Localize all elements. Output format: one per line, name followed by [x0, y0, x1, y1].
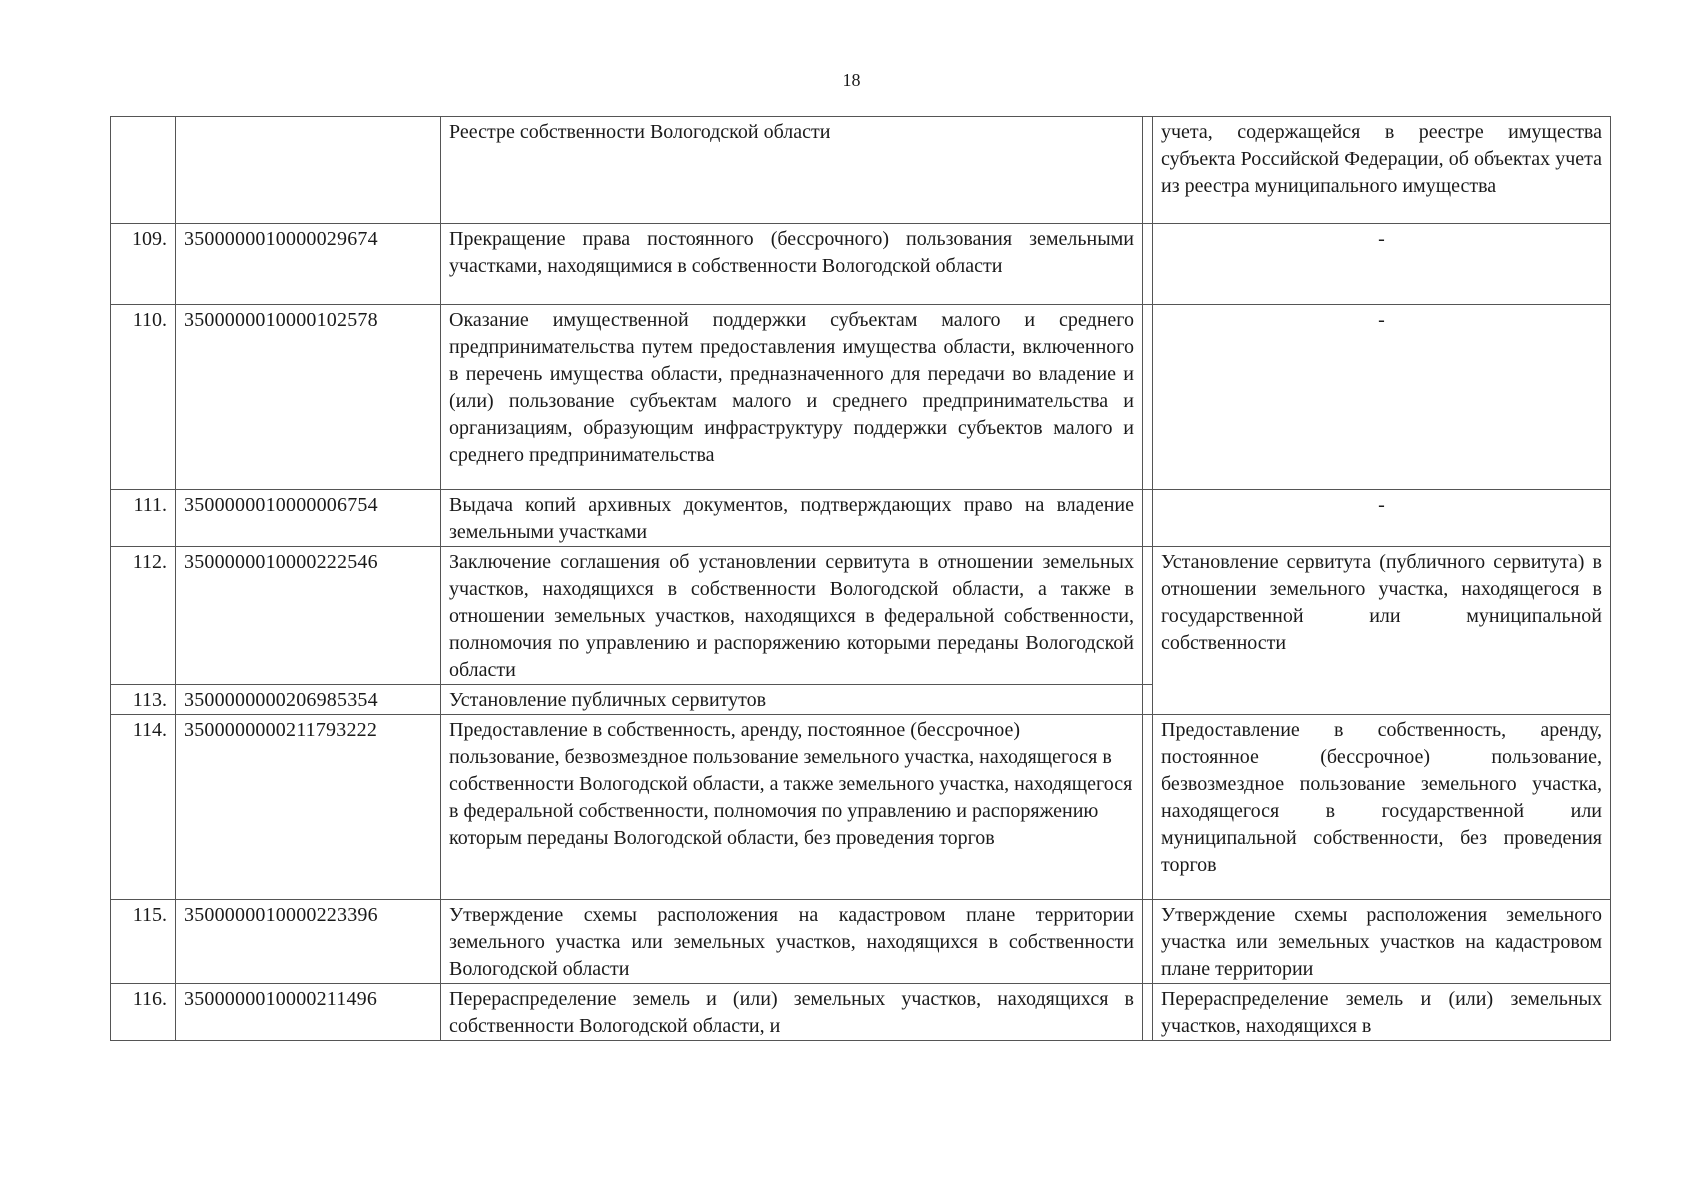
row-number: 115. [111, 900, 176, 984]
service-name: Прекращение права постоянного (бессрочного) пользования земельными участками, находящимися в собственности Вологодской области [441, 224, 1143, 305]
service-name: Установление публичных сервитутов [441, 685, 1143, 715]
service-id: 3500000010000211496 [176, 984, 441, 1041]
service-id: 3500000010000102578 [176, 305, 441, 490]
service-id: 3500000010000222546 [176, 547, 441, 685]
service-note: Перераспределение земель и (или) земельных участков, находящихся в [1153, 984, 1611, 1041]
service-id [176, 117, 441, 224]
column-gap [1143, 900, 1153, 984]
row-number: 116. [111, 984, 176, 1041]
row-number: 111. [111, 490, 176, 547]
service-id: 3500000000206985354 [176, 685, 441, 715]
table-row [111, 984, 1611, 1041]
service-note: учета, содержащейся в реестре имущества субъекта Российской Федерации, об объектах учета из реестра муниципального имущества [1153, 117, 1611, 224]
column-gap [1143, 117, 1153, 224]
page-number: 18 [842, 70, 861, 90]
row-number: 110. [111, 305, 176, 490]
service-name: Утверждение схемы расположения на кадастровом плане территории земельного участка или земельных участков, находящихся в собственности Вологодской области [441, 900, 1143, 984]
service-name: Реестре собственности Вологодской области [441, 117, 1143, 224]
column-gap [1143, 685, 1153, 715]
service-id: 3500000010000223396 [176, 900, 441, 984]
column-gap [1143, 715, 1153, 900]
service-id: 3500000010000029674 [176, 224, 441, 305]
service-note: - [1153, 490, 1611, 547]
service-name: Перераспределение земель и (или) земельных участков, находящихся в собственности Вологодской области, и [441, 984, 1143, 1041]
table-row [111, 117, 1611, 224]
table-row [111, 715, 1611, 900]
row-number [111, 117, 176, 224]
column-gap [1143, 984, 1153, 1041]
service-note: Предоставление в собственность, аренду, постоянное (бессрочное) пользование, безвозмездное пользование земельного участка, находящегося в государственной или муниципальной собственности, без проведения торгов [1153, 715, 1611, 900]
service-id: 3500000000211793222 [176, 715, 441, 900]
services-registry-table [110, 116, 1611, 1041]
column-gap [1143, 224, 1153, 305]
service-note: Утверждение схемы расположения земельного участка или земельных участков на кадастровом плане территории [1153, 900, 1611, 984]
service-name: Оказание имущественной поддержки субъектам малого и среднего предпринимательства путем предоставления имущества области, включенного в перечень имущества области, предназначенного для передачи во владение и (или) пользование субъектам малого и среднего предпринимательства и организациям, образующим инфраструктуру поддержки субъектов малого и среднего предпринимательства [441, 305, 1143, 490]
column-gap [1143, 490, 1153, 547]
service-name: Предоставление в собственность, аренду, постоянное (бессрочное) пользование, безвозмездное пользование земельного участка, находящегося в собственности Вологодской области, а также земельного участка, находящегося в федеральной собственности, полномочия по управлению и распоряжению которым переданы Вологодской области, без проведения торгов [441, 715, 1143, 900]
service-name: Выдача копий архивных документов, подтверждающих право на владение земельными участками [441, 490, 1143, 547]
column-gap [1143, 547, 1153, 685]
row-number: 113. [111, 685, 176, 715]
service-note: Установление сервитута (публичного сервитута) в отношении земельного участка, находящегося в государственной или муниципальной собственности [1153, 547, 1611, 715]
column-gap [1143, 305, 1153, 490]
row-number: 114. [111, 715, 176, 900]
service-name: Заключение соглашения об установлении сервитута в отношении земельных участков, находящихся в собственности Вологодской области, а также в отношении земельных участков, находящихся в федеральной собственности, полномочия по управлению и распоряжению которыми переданы Вологодской области [441, 547, 1143, 685]
service-note: - [1153, 224, 1611, 305]
row-number: 112. [111, 547, 176, 685]
table-row [111, 547, 1611, 685]
row-number: 109. [111, 224, 176, 305]
table-row [111, 305, 1611, 490]
table-row [111, 900, 1611, 984]
table-row [111, 490, 1611, 547]
service-note: - [1153, 305, 1611, 490]
table-row [111, 224, 1611, 305]
service-id: 3500000010000006754 [176, 490, 441, 547]
